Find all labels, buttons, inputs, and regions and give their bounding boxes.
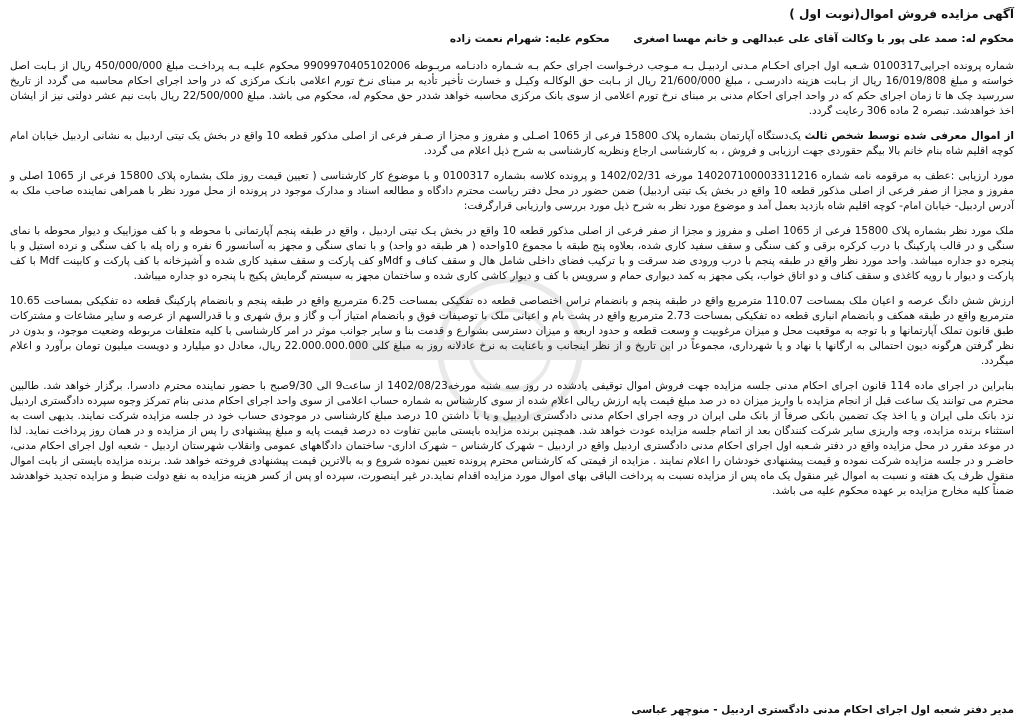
property-description-paragraph: ملک مورد نظر بشماره پلاک 15800 فرعی از 1065 اصلی و مفروز و مجزا از صفر فرعی از اصلی مذکور قطعه 10 واقع در بخش یـک تیتی اردبیل ، واقع در طبقه پنجم آپارتمانی با محوطه و با کف موزاییک و دیوار محوطه با نمای سنگی و در قالب پارکینگ با درب کرکره برقی و کف سنگی و سقف سفید کاری شده، بعلاوه پنج طبقه با مجموع 10واحده ( هر طبقه دو واحد) و با نمای سنگی و مجهز به آسانسور 6 نفره و راه پله با کف سنگی و نرده استیل و با پنجره دو جداره میباشد. واحد مورد نظر واقع در طبقه پنجم با درب ورودی ضد سرقت و با ترکیب فضای داخلی شامل هال و سقف کناف و Mdfو کف پارکت و سقف سفید کاری شده و آشپزخانه با کف پارکت و کابینت Mdf با کف پارکت و دیوار با رویه کاغذی و سقف کناف و دو اتاق خواب، یکی مجهز به کمد دیواری حمام و سرویس با کف و دیوار کاشی کاری شده و ساختمان مجهز به سیستم گرمایش پکیج با پنجره دو جداره میباشد.: [10, 225, 1015, 282]
parties-line: [10, 32, 1014, 47]
valuation-paragraph: ارزش شش دانگ عرصه و اعیان ملک بمساحت 110.07 مترمربع واقع در طبقه پنجم و بانضمام تراس اختصاصی قطعه ده تفکیکی بمساحت 6.25 مترمربع واقع در طبقه پنجم و بانضمام پارکینگ قطعه ده تفکیکی بمساحت 10.65 مترمربع واقع در طبقه همکف و بانضمام انباری قطعه ده تفکیکی بمساحت 2.73 مترمربع واقع در پشت بام و اعیانی ملک با توصیفات فوق و بانضمام امتیاز آب و گاز و برق شهری و با قدرالسهم از عرصه و سایر مشاعات و مشترکات طبق قانون تملک آپارتمانها و با توجه به موقعیت محل و میزان مرغوبیت و وسعت قطعه و حدود اربعه و میزان دسترسی بشوارع و قدمت بنا و سایر جوانب موثر در امر کارشناسی با کلیه متعلقات مربوطه وضعیت موجود، و بدون در نظر گرفتن هرگونه دیون احتمالی به ارگانها یا نهاد و یا شهرداری، مجموعاً در این تاریخ و از نظر اینجانب و باعنایت به نرخ عادلانه روز به مبلغ کلی 22.000.000.000 ریال، معادل دو میلیارد و دویست میلیون تومان برآورد و اعلام میگردد.: [10, 295, 1014, 367]
property-intro-paragraph: [10, 129, 1014, 159]
property-intro-lead: از اموال معرفی شده توسط شخص ثالث: [804, 130, 1014, 142]
appraisal-subject-paragraph: مورد ارزیابی :عطف به مرقومه نامه شماره 140207100003311216 مورخه 1402/02/31 و پرونده کلاسه بشماره 0100317 و با موضوع کار کارشناسی ( تعیین قیمت روز ملک بشماره پلاک 15800 فرعی از 1065 اصلی و مفروز و مجزا از صفر فرعی از اصلی مذکور قطعه 10 واقع در بخش یک تیتی اردبیل) ضمن حضور در محل دفتر ریاست محترم دادگاه و مطالعه اسناد و مدارک موجود در پرونده از محل مورد نظر با همراهی نماینده صاحب ملک به آدرس اردبیل- خیابان امام- کوچه اقلیم شاه بازدید بعمل آمد و موضوع مورد نظر به شرح ذیل مورد بررسی وارزیابی قرارگرفت:: [10, 170, 1014, 212]
property-intro-body: یک‌دستگاه آپارتمان بشماره پلاک 15800 فرعی از 1065 اصـلی و مفروز و مجزا از صـفر فرعی از اصلی مذکور قطعه 10 واقع در بخش یک تیتی اردبیل به نشانی اردبیل خیابان امام کوچه اقلیم شاه بنام خانم بالا بیگم حقوردی جهت ارزیابی و فروش ، به کارشناسی ارجاع ونظریه کارشناسی به شرح ذیل اعلام می گردد.: [10, 130, 1014, 157]
auction-terms-paragraph: بنابراین در اجرای ماده 114 قانون اجرای احکام مدنی جلسه مزایده جهت فروش اموال توقیفی یادشده در روز سه شنبه مورخه1402/08/23 از ساعت9 الی 9/30صبح با حضور نماینده محترم دادسرا. برگزار خواهد شد. طالبین محترم می توانند یک ساعت قبل از انجام مزایده با واریز میزان ده در صد مبلغ قیمت پایه ارزش ریالی اعلام شده از سوی کارشناس به شماره حساب اعلامی از سوی واحد اجرای احکام مدنی بنام تمرکز وجوه سپرده دادگستری اردبیل نزد بانک ملی ایران و یا اخذ چک تضمین بانکی صرفاً از بانک ملی ایران در وجه اجرای احکام مدنی دادگستری اردبیل و یا با داشتن 10 درصد مبلغ کارشناسی در موجودی حساب خود در جلسه مزایده شرکت نمایند. بدیهی است به استثناء برنده مزایده، وجه واریزی سایر شرکت کنندگان بعد از اتمام جلسه مزایده عودت خواهد شد. همچنین برنده مزایده بایستی مابین تفاوت ده درصد قیمت پایه و مبلغ پیشنهادی را پس از مزایده و در همان روز پرداخت نماید. لذا در موعد مقرر در محل مزایده واقع در دفتر شـعبه اول اجرای احکام مدنی دادگستری اردبیل واقع در اردبیل – شهرک کارشناس – شهرک اداری- ساختمان دادگاههای عمومی وانقلاب شهرستان اردبیل - شعبه اول اجرای احکام مدنی، حاضـر و در جلسه مزایده شرکت نموده و قیمت پیشنهادی خودشان را اعلام نمایند . مزایده از قیمتی که کارشناس محترم پرونده تعیین نموده شروع و به بالاترین قیمت پیشنهادی فروخته خواهد شد. برنده مزایده بایستی از بابت اموال منقول ظرف یک هفته و نسبت به اموال غیر منقول یک ماه پس از مزایده نسبت به پرداخت الباقی بهای اموال مورد مزایده اقدام نماید.در غیر اینصورت، سپرده او پس از کسر هزینه مزایده به نفع دولت ضبط و مزایده تجدید خواهدشد ضمناً کلیه مخارج مزایده بر عهده محکوم علیه می باشد.: [10, 380, 1015, 497]
case-paragraph: شماره پرونده اجرایی0100317 شـعبه اول اجرای احکـام مـدنی اردبیـل بـه مـوجب درخـواست اجرای حکم بـه شـماره دادنـامه مربـوطه 9909970405102006 محکوم علیـه بـه پرداخـت مبلغ 450/000/000 ریال از بـابت اصل خواسته و مبلغ 16/019/808 ریال از بـابت هزینه دادرسـی ، مبلغ 21/600/000 ریال از بـابت حق الوکالـه وکیـل و خسارت تأخیر تأدیه بر مبنای نرخ تورم اعلامی بانـک مرکزی که در واحد اجرای احکام محاسبه می گردد از تاریخ سررسید چک ها تا زمان اجرای حکم که در واحد اجرای احکام مدنی بر مبنای نرخ تورم اعلامی از سوی بانک مرکزی محاسبه خواهد شددر حق محکوم له، محکوم می باشد. مبلغ 22/500/000 ریال بابت نیم عشر دولتی نیز از ایشان اخذ خواهدشد. تبصره 2 ماده 306 رعایت گردد.: [10, 60, 1014, 117]
plaintiffs-text: محکوم له: صمد علی پور با وکالت آقای علی عبدالهی و خانم مهسا اصغری: [633, 33, 1014, 45]
signature-line: مدیر دفتر شعبه اول اجرای احکام مدنی دادگستری اردبیل - منوچهر عباسی: [631, 704, 1014, 716]
defendant-text: محکوم علیه: شهرام نعمت زاده: [449, 33, 610, 45]
notice-title: آگهی مزایده فروش اموال(نوبت اول ): [789, 7, 1014, 21]
